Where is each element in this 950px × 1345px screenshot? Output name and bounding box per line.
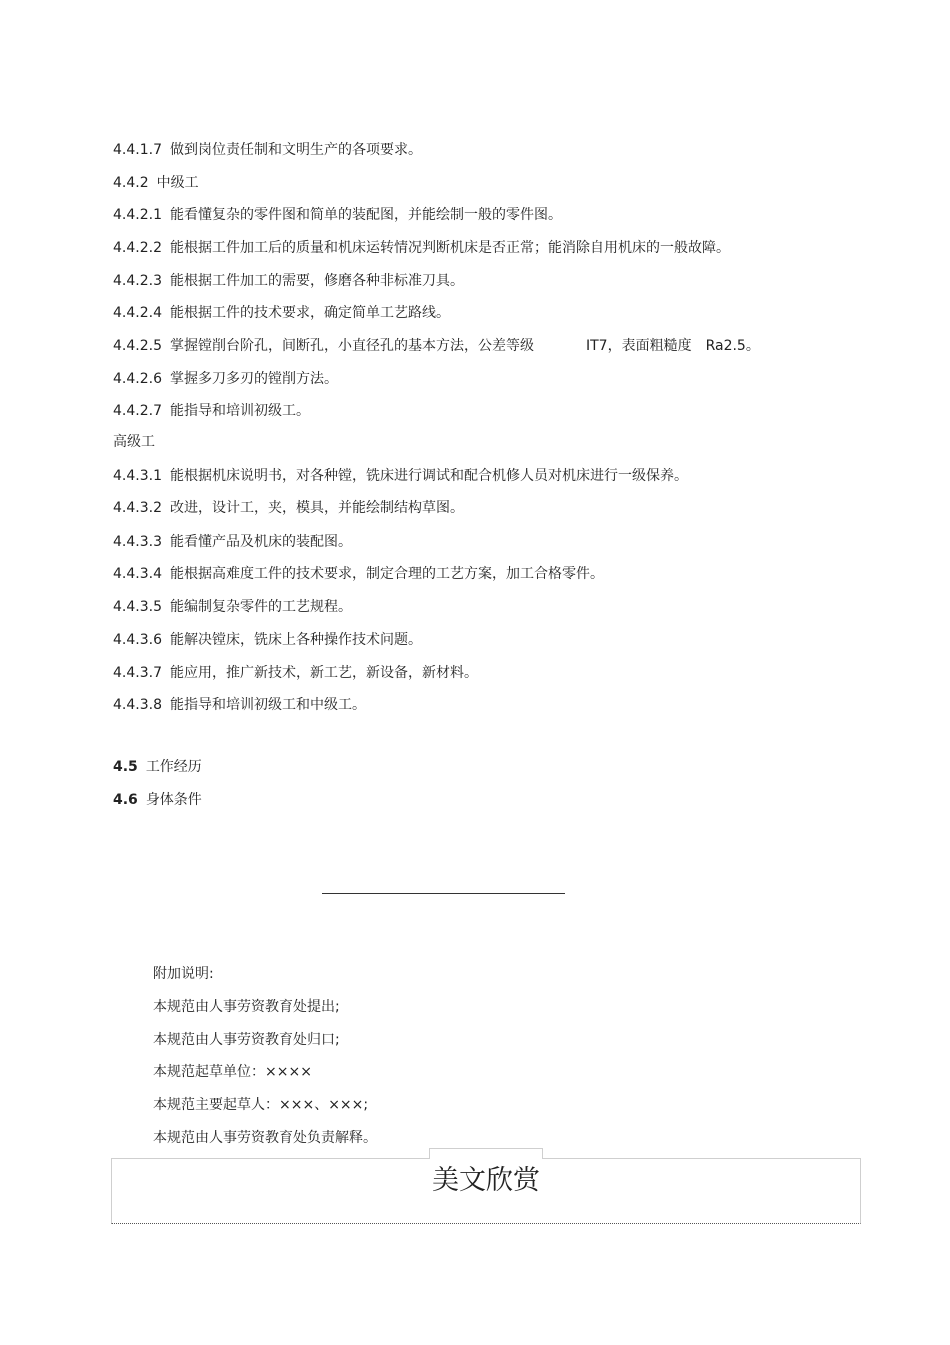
item-number: 4.4.2.5 (113, 338, 162, 354)
item-text: 能根据机床说明书，对各种镗，铣床进行调试和配合机修人员对机床进行一级保养。 (169, 468, 688, 484)
item-number: 4.4.3.6 (113, 632, 162, 648)
list-item (113, 336, 760, 356)
item-text: 做到岗位责任制和文明生产的各项要求。 (169, 142, 422, 158)
item-number: 4.4.3.7 (113, 665, 162, 681)
divider-line (322, 893, 565, 894)
list-item (113, 271, 464, 291)
section-title: 身体条件 (145, 792, 202, 808)
list-item (113, 140, 422, 160)
item-number: 4.4.3.4 (113, 566, 162, 582)
item-number: 4.4.3.8 (113, 697, 162, 713)
item-number: 4.4.3.5 (113, 599, 162, 615)
item-text: 能指导和培训初级工。 (169, 403, 310, 419)
list-item (113, 564, 604, 584)
item-number: 4.4.3.3 (113, 534, 162, 550)
subsection-heading (113, 173, 199, 193)
banner-box (111, 1158, 861, 1224)
list-item (113, 369, 338, 389)
note-line: 本规范主要起草人：×××、×××; (153, 1097, 369, 1113)
item-text: 能看懂产品及机床的装配图。 (169, 534, 352, 550)
list-item (113, 597, 352, 617)
list-item (113, 695, 366, 715)
item-number: 4.4.2.4 (113, 305, 162, 321)
item-text: 能编制复杂零件的工艺规程。 (169, 599, 352, 615)
banner-tab (429, 1148, 543, 1159)
list-item (113, 238, 730, 258)
item-number: 4.4.2.6 (113, 371, 162, 387)
item-text: 能根据高难度工件的技术要求，制定合理的工艺方案，加工合格零件。 (169, 566, 604, 582)
item-number: 4.4.3.2 (113, 500, 162, 516)
notes-heading: 附加说明: (153, 966, 214, 982)
item-text: 高级工 (113, 434, 155, 450)
item-text-roughness: Ra2.5。 (705, 338, 760, 354)
list-item (113, 401, 310, 421)
item-text: 能看懂复杂的零件图和简单的装配图，并能绘制一般的零件图。 (169, 207, 562, 223)
item-text: 掌握多刀多刃的镗削方法。 (169, 371, 338, 387)
item-text: 能根据工件的技术要求，确定简单工艺路线。 (169, 305, 450, 321)
section-number: 4.5 (113, 759, 138, 775)
section-heading (113, 757, 202, 777)
item-text: 中级工 (156, 175, 199, 191)
list-item (113, 205, 562, 225)
banner-title: 美文欣赏 (432, 1165, 540, 1196)
section-title: 工作经历 (145, 759, 202, 775)
list-item (113, 663, 478, 683)
note-line: 本规范由人事劳资教育处提出; (153, 999, 340, 1015)
item-number: 4.4.2 (113, 175, 149, 191)
item-text: 能指导和培训初级工和中级工。 (169, 697, 366, 713)
item-number: 4.4.2.1 (113, 207, 162, 223)
item-text: 能根据工件加工的需要，修磨各种非标准刀具。 (169, 273, 464, 289)
list-item (113, 303, 450, 323)
note-line: 本规范由人事劳资教育处负责解释。 (153, 1130, 377, 1146)
list-item (113, 498, 464, 518)
item-text: 改进，设计工，夹，模具，并能绘制结构草图。 (169, 500, 464, 516)
item-text: 能应用，推广新技术，新工艺，新设备，新材料。 (169, 665, 478, 681)
section-number: 4.6 (113, 792, 138, 808)
section-heading (113, 790, 202, 810)
item-number: 4.4.1.7 (113, 142, 162, 158)
item-text: 掌握镗削台阶孔，间断孔，小直径孔的基本方法，公差等级 (169, 338, 534, 354)
subsection-heading (113, 432, 155, 452)
item-number: 4.4.2.7 (113, 403, 162, 419)
list-item (113, 532, 352, 552)
note-line: 本规范起草单位：×××× (153, 1064, 312, 1080)
item-number: 4.4.3.1 (113, 468, 162, 484)
item-text: 能根据工件加工后的质量和机床运转情况判断机床是否正常；能消除自用机床的一般故障。 (169, 240, 730, 256)
item-number: 4.4.2.2 (113, 240, 162, 256)
list-item (113, 630, 422, 650)
list-item (113, 466, 688, 486)
note-line: 本规范由人事劳资教育处归口; (153, 1032, 340, 1048)
item-number: 4.4.2.3 (113, 273, 162, 289)
item-text: 能解决镗床，铣床上各种操作技术问题。 (169, 632, 422, 648)
item-text-tolerance: IT7，表面粗糙度 (585, 338, 692, 354)
